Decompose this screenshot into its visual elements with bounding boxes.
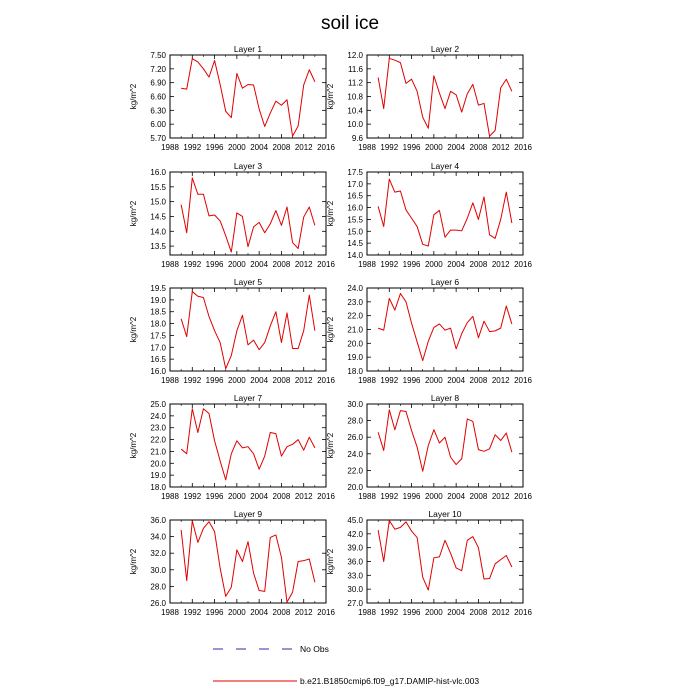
- panel-title: Layer 9: [233, 509, 263, 519]
- x-tick-label: 2016: [317, 492, 335, 501]
- y-tick-label: 5.70: [150, 134, 166, 143]
- series-line: [378, 58, 512, 136]
- x-tick-label: 2000: [227, 376, 246, 385]
- y-tick-label: 28.0: [150, 582, 166, 592]
- x-tick-label: 1992: [183, 492, 202, 501]
- x-tick-label: 1996: [402, 608, 421, 617]
- y-tick-label: 28.0: [347, 416, 363, 426]
- x-tick-label: 2012: [491, 376, 510, 385]
- y-tick-label: 12.0: [347, 51, 363, 60]
- x-tick-label: 2012: [491, 492, 510, 501]
- x-tick-label: 1992: [183, 143, 202, 152]
- panel-layer-3: [129, 161, 335, 269]
- panel-title: Layer 7: [233, 393, 263, 403]
- x-tick-label: 1988: [161, 260, 179, 269]
- y-tick-label: 25.0: [150, 400, 166, 409]
- x-tick-label: 2000: [227, 260, 246, 269]
- y-tick-label: 39.0: [347, 543, 363, 553]
- x-tick-label: 2004: [250, 492, 269, 501]
- x-tick-label: 2000: [424, 376, 443, 385]
- x-tick-label: 2000: [227, 608, 246, 617]
- y-axis-label: kg/m^2: [129, 200, 138, 227]
- y-tick-label: 6.00: [150, 120, 166, 130]
- x-tick-label: 2004: [250, 608, 269, 617]
- y-tick-label: 7.20: [150, 64, 166, 74]
- y-tick-label: 26.0: [347, 433, 363, 443]
- x-tick-label: 1992: [380, 143, 399, 152]
- y-tick-label: 30.0: [347, 585, 363, 595]
- y-tick-label: 6.90: [150, 78, 166, 88]
- panel-layer-2: [326, 44, 532, 152]
- y-tick-label: 11.2: [348, 78, 363, 88]
- x-tick-label: 1996: [402, 376, 421, 385]
- x-tick-label: 2012: [491, 260, 510, 269]
- x-tick-label: 1996: [402, 260, 421, 269]
- x-tick-label: 1992: [380, 260, 399, 269]
- y-tick-label: 36.0: [150, 516, 166, 525]
- x-tick-label: 2000: [424, 492, 443, 501]
- x-tick-label: 1988: [358, 376, 376, 385]
- x-tick-label: 2012: [491, 143, 510, 152]
- series-line: [378, 179, 512, 246]
- x-tick-label: 2008: [272, 143, 291, 152]
- y-tick-label: 13.5: [150, 242, 166, 252]
- y-tick-label: 10.8: [347, 92, 363, 102]
- y-tick-label: 18.0: [347, 367, 363, 376]
- panel-layer-8: [326, 393, 532, 501]
- series-line: [181, 409, 315, 480]
- panel-layer-4: [326, 161, 532, 269]
- x-tick-label: 1988: [161, 608, 179, 617]
- y-tick-label: 19.0: [150, 295, 166, 305]
- x-tick-label: 2012: [294, 376, 313, 385]
- plot-frame: [367, 404, 523, 487]
- y-tick-label: 33.0: [347, 571, 363, 581]
- series-line: [378, 520, 512, 590]
- x-tick-label: 2004: [447, 492, 466, 501]
- y-tick-label: 45.0: [347, 516, 363, 525]
- series-line: [378, 294, 512, 361]
- panel-layer-5: [129, 277, 335, 385]
- legend: [213, 644, 479, 686]
- y-tick-label: 6.30: [150, 106, 166, 116]
- x-tick-label: 2016: [514, 608, 532, 617]
- x-tick-label: 2008: [272, 492, 291, 501]
- x-tick-label: 2004: [250, 260, 269, 269]
- x-tick-label: 2016: [514, 376, 532, 385]
- y-tick-label: 16.0: [150, 367, 166, 376]
- y-tick-label: 18.0: [150, 319, 166, 329]
- y-tick-label: 20.0: [347, 339, 363, 349]
- y-tick-label: 24.0: [150, 411, 166, 421]
- x-tick-label: 1992: [183, 260, 202, 269]
- series-line: [378, 410, 512, 471]
- legend-model-label: b.e21.B1850cmip6.f09_g17.DAMIP-hist-vlc.003: [300, 676, 480, 686]
- y-tick-label: 6.60: [150, 92, 166, 102]
- y-tick-label: 19.5: [150, 284, 166, 293]
- x-tick-label: 2000: [424, 608, 443, 617]
- x-tick-label: 2008: [469, 260, 488, 269]
- x-tick-label: 2012: [491, 608, 510, 617]
- x-tick-label: 1988: [161, 492, 179, 501]
- x-tick-label: 2008: [272, 376, 291, 385]
- y-tick-label: 26.0: [150, 599, 166, 608]
- y-tick-label: 11.6: [348, 64, 363, 74]
- x-tick-label: 2004: [447, 376, 466, 385]
- y-tick-label: 17.5: [347, 168, 363, 177]
- y-tick-label: 19.0: [347, 353, 363, 363]
- y-tick-label: 18.0: [150, 483, 166, 492]
- y-axis-label: kg/m^2: [326, 432, 335, 459]
- x-tick-label: 2004: [447, 143, 466, 152]
- x-tick-label: 2012: [294, 608, 313, 617]
- y-tick-label: 10.4: [347, 106, 363, 116]
- y-tick-label: 7.50: [150, 51, 166, 60]
- y-tick-label: 32.0: [150, 549, 166, 559]
- y-tick-label: 14.5: [347, 239, 363, 249]
- y-tick-label: 30.0: [150, 565, 166, 575]
- x-tick-label: 2008: [469, 492, 488, 501]
- x-tick-label: 2012: [294, 492, 313, 501]
- y-tick-label: 30.0: [347, 400, 363, 409]
- y-tick-label: 16.0: [347, 203, 363, 213]
- y-tick-label: 22.0: [347, 466, 363, 476]
- y-tick-label: 42.0: [347, 529, 363, 539]
- x-tick-label: 2000: [227, 492, 246, 501]
- x-tick-label: 1992: [380, 608, 399, 617]
- y-tick-label: 15.5: [150, 182, 166, 192]
- x-tick-label: 2000: [227, 143, 246, 152]
- y-tick-label: 18.5: [150, 307, 166, 317]
- y-tick-label: 20.0: [150, 459, 166, 469]
- plot-frame: [170, 172, 326, 255]
- x-tick-label: 2008: [272, 608, 291, 617]
- series-line: [181, 521, 315, 602]
- x-tick-label: 1996: [402, 143, 421, 152]
- y-tick-label: 17.5: [150, 331, 166, 341]
- y-tick-label: 21.0: [150, 447, 166, 457]
- y-tick-label: 16.5: [347, 191, 363, 201]
- y-tick-label: 9.6: [351, 134, 363, 143]
- x-tick-label: 2000: [424, 143, 443, 152]
- y-tick-label: 24.0: [347, 449, 363, 459]
- y-axis-label: kg/m^2: [129, 316, 138, 343]
- y-tick-label: 14.0: [347, 251, 363, 260]
- x-tick-label: 2016: [317, 608, 335, 617]
- series-line: [181, 178, 315, 252]
- x-tick-label: 2004: [447, 260, 466, 269]
- y-tick-label: 23.0: [347, 297, 363, 307]
- x-tick-label: 2004: [250, 376, 269, 385]
- y-tick-label: 20.0: [347, 483, 363, 492]
- x-tick-label: 1988: [358, 260, 376, 269]
- y-tick-label: 17.0: [347, 179, 363, 189]
- x-tick-label: 2008: [469, 376, 488, 385]
- x-tick-label: 1996: [205, 143, 224, 152]
- plot-frame: [367, 172, 523, 255]
- y-tick-label: 22.0: [347, 311, 363, 321]
- panel-title: Layer 1: [233, 44, 263, 54]
- x-tick-label: 2004: [250, 143, 269, 152]
- y-axis-label: kg/m^2: [326, 83, 335, 110]
- x-tick-label: 2004: [447, 608, 466, 617]
- y-axis-label: kg/m^2: [129, 432, 138, 459]
- x-tick-label: 1992: [380, 376, 399, 385]
- x-tick-label: 1988: [161, 143, 179, 152]
- panel-layer-1: [129, 44, 335, 152]
- y-tick-label: 14.5: [150, 212, 166, 222]
- x-tick-label: 2012: [294, 260, 313, 269]
- legend-no-obs-label: No Obs: [300, 644, 329, 654]
- y-tick-label: 15.0: [150, 197, 166, 207]
- y-tick-label: 22.0: [150, 435, 166, 445]
- panel-title: Layer 8: [430, 393, 460, 403]
- plot-frame: [170, 288, 326, 371]
- x-tick-label: 2016: [317, 260, 335, 269]
- x-tick-label: 2016: [514, 143, 532, 152]
- x-tick-label: 1992: [380, 492, 399, 501]
- x-tick-label: 1988: [161, 376, 179, 385]
- y-tick-label: 34.0: [150, 532, 166, 542]
- y-tick-label: 19.0: [150, 471, 166, 481]
- panels: [129, 44, 532, 617]
- y-tick-label: 23.0: [150, 423, 166, 433]
- x-tick-label: 1992: [183, 608, 202, 617]
- x-tick-label: 2008: [469, 143, 488, 152]
- y-axis-label: kg/m^2: [326, 548, 335, 575]
- x-tick-label: 1988: [358, 608, 376, 617]
- x-tick-label: 1996: [205, 260, 224, 269]
- y-tick-label: 17.0: [150, 343, 166, 353]
- series-line: [181, 59, 315, 136]
- y-axis-label: kg/m^2: [129, 83, 138, 110]
- y-tick-label: 15.0: [347, 227, 363, 237]
- y-axis-label: kg/m^2: [326, 200, 335, 227]
- y-tick-label: 16.5: [150, 355, 166, 365]
- panel-layer-7: [129, 393, 335, 501]
- y-tick-label: 27.0: [347, 599, 363, 608]
- panel-layer-10: [326, 509, 532, 617]
- y-tick-label: 14.0: [150, 227, 166, 237]
- plot-frame: [170, 404, 326, 487]
- panel-layer-9: [129, 509, 335, 617]
- x-tick-label: 2008: [272, 260, 291, 269]
- panel-title: Layer 3: [233, 161, 263, 171]
- y-axis-label: kg/m^2: [129, 548, 138, 575]
- x-tick-label: 2016: [317, 143, 335, 152]
- x-tick-label: 1992: [183, 376, 202, 385]
- panel-title: Layer 2: [430, 44, 460, 54]
- y-tick-label: 21.0: [347, 325, 363, 335]
- x-tick-label: 1996: [205, 608, 224, 617]
- panel-title: Layer 5: [233, 277, 263, 287]
- figure-title: soil ice: [320, 13, 380, 34]
- series-line: [181, 292, 315, 369]
- x-tick-label: 2016: [514, 260, 532, 269]
- x-tick-label: 1988: [358, 143, 376, 152]
- y-tick-label: 16.0: [150, 168, 166, 177]
- x-tick-label: 2008: [469, 608, 488, 617]
- x-tick-label: 2000: [424, 260, 443, 269]
- panel-title: Layer 4: [430, 161, 460, 171]
- panel-title: Layer 6: [430, 277, 460, 287]
- panel-layer-6: [326, 277, 532, 385]
- y-tick-label: 36.0: [347, 557, 363, 567]
- y-tick-label: 15.5: [347, 215, 363, 225]
- y-tick-label: 24.0: [347, 284, 363, 293]
- x-tick-label: 2016: [317, 376, 335, 385]
- x-tick-label: 1996: [205, 376, 224, 385]
- plot-frame: [170, 520, 326, 603]
- plot-frame: [367, 520, 523, 603]
- panel-title: Layer 10: [428, 509, 462, 519]
- x-tick-label: 2012: [294, 143, 313, 152]
- y-tick-label: 10.0: [347, 120, 363, 130]
- x-tick-label: 1988: [358, 492, 376, 501]
- x-tick-label: 2016: [514, 492, 532, 501]
- y-axis-label: kg/m^2: [326, 316, 335, 343]
- x-tick-label: 1996: [205, 492, 224, 501]
- x-tick-label: 1996: [402, 492, 421, 501]
